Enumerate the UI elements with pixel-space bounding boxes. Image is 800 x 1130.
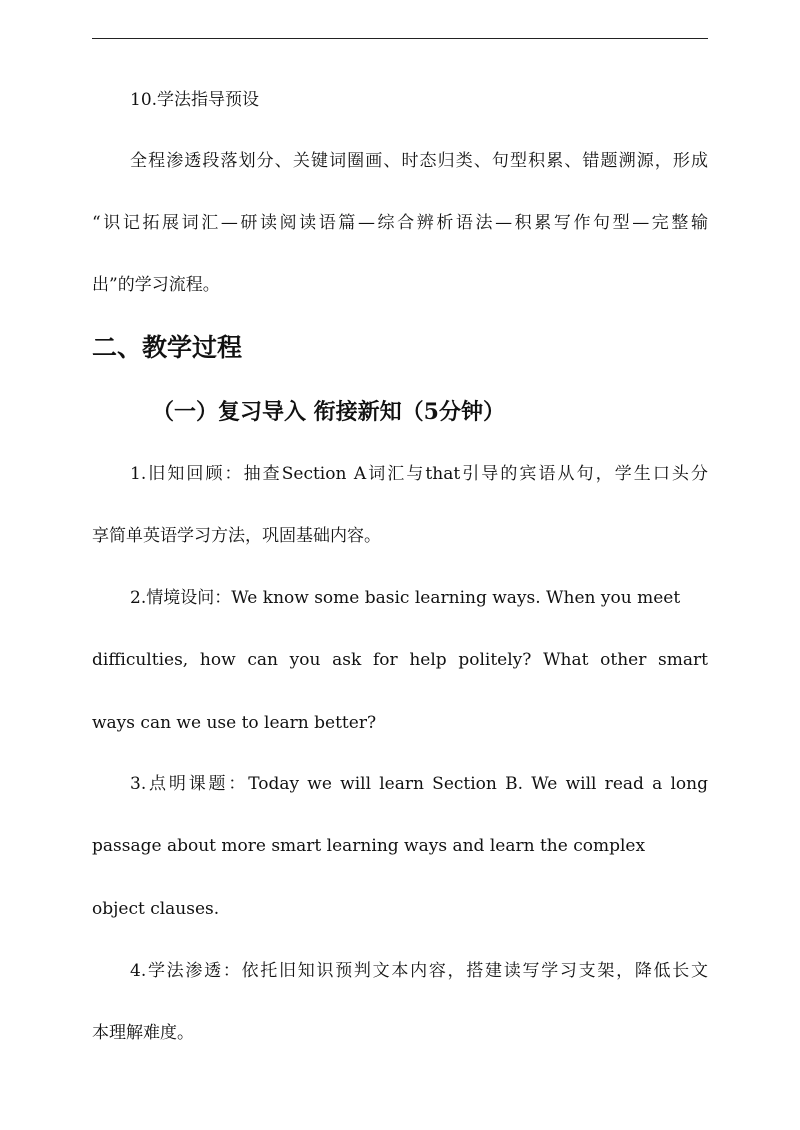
paragraph-line: 2.情境设问：We know some basic learning ways. When you meet bbox=[130, 588, 681, 608]
paragraph-line: “识记拓展词汇—研读阅读语篇—综合辨析语法—积累写作句型—完整输 bbox=[92, 213, 708, 233]
paragraph-line: 本理解难度。 bbox=[92, 1023, 194, 1043]
paragraph-line: 全程渗透段落划分、关键词圈画、时态归类、句型积累、错题溯源，形成 bbox=[130, 151, 708, 171]
paragraph-line: 4.学法渗透：依托旧知识预判文本内容，搭建读写学习支架，降低长文 bbox=[130, 961, 708, 981]
paragraph-line: 3.点明课题：Today we will learn Section B. We will read a long bbox=[130, 774, 708, 794]
header-rule bbox=[92, 38, 708, 39]
paragraph-line: 出”的学习流程。 bbox=[92, 275, 220, 295]
paragraph-line: ways can we use to learn better? bbox=[92, 713, 377, 733]
section-heading: 二、教学过程 bbox=[92, 333, 243, 362]
paragraph-line: 1.旧知回顾：抽查Section A词汇与that引导的宾语从句，学生口头分 bbox=[130, 464, 708, 484]
subsection-heading: （一）复习导入 衔接新知（5分钟） bbox=[152, 399, 505, 425]
paragraph-line: passage about more smart learning ways and learn the complex bbox=[92, 836, 646, 856]
paragraph-line: 享简单英语学习方法，巩固基础内容。 bbox=[92, 526, 381, 546]
section-10-heading: 10.学法指导预设 bbox=[130, 90, 260, 110]
paragraph-line: object clauses. bbox=[92, 899, 220, 919]
paragraph-line: difficulties, how can you ask for help politely? What other smart bbox=[92, 650, 708, 670]
